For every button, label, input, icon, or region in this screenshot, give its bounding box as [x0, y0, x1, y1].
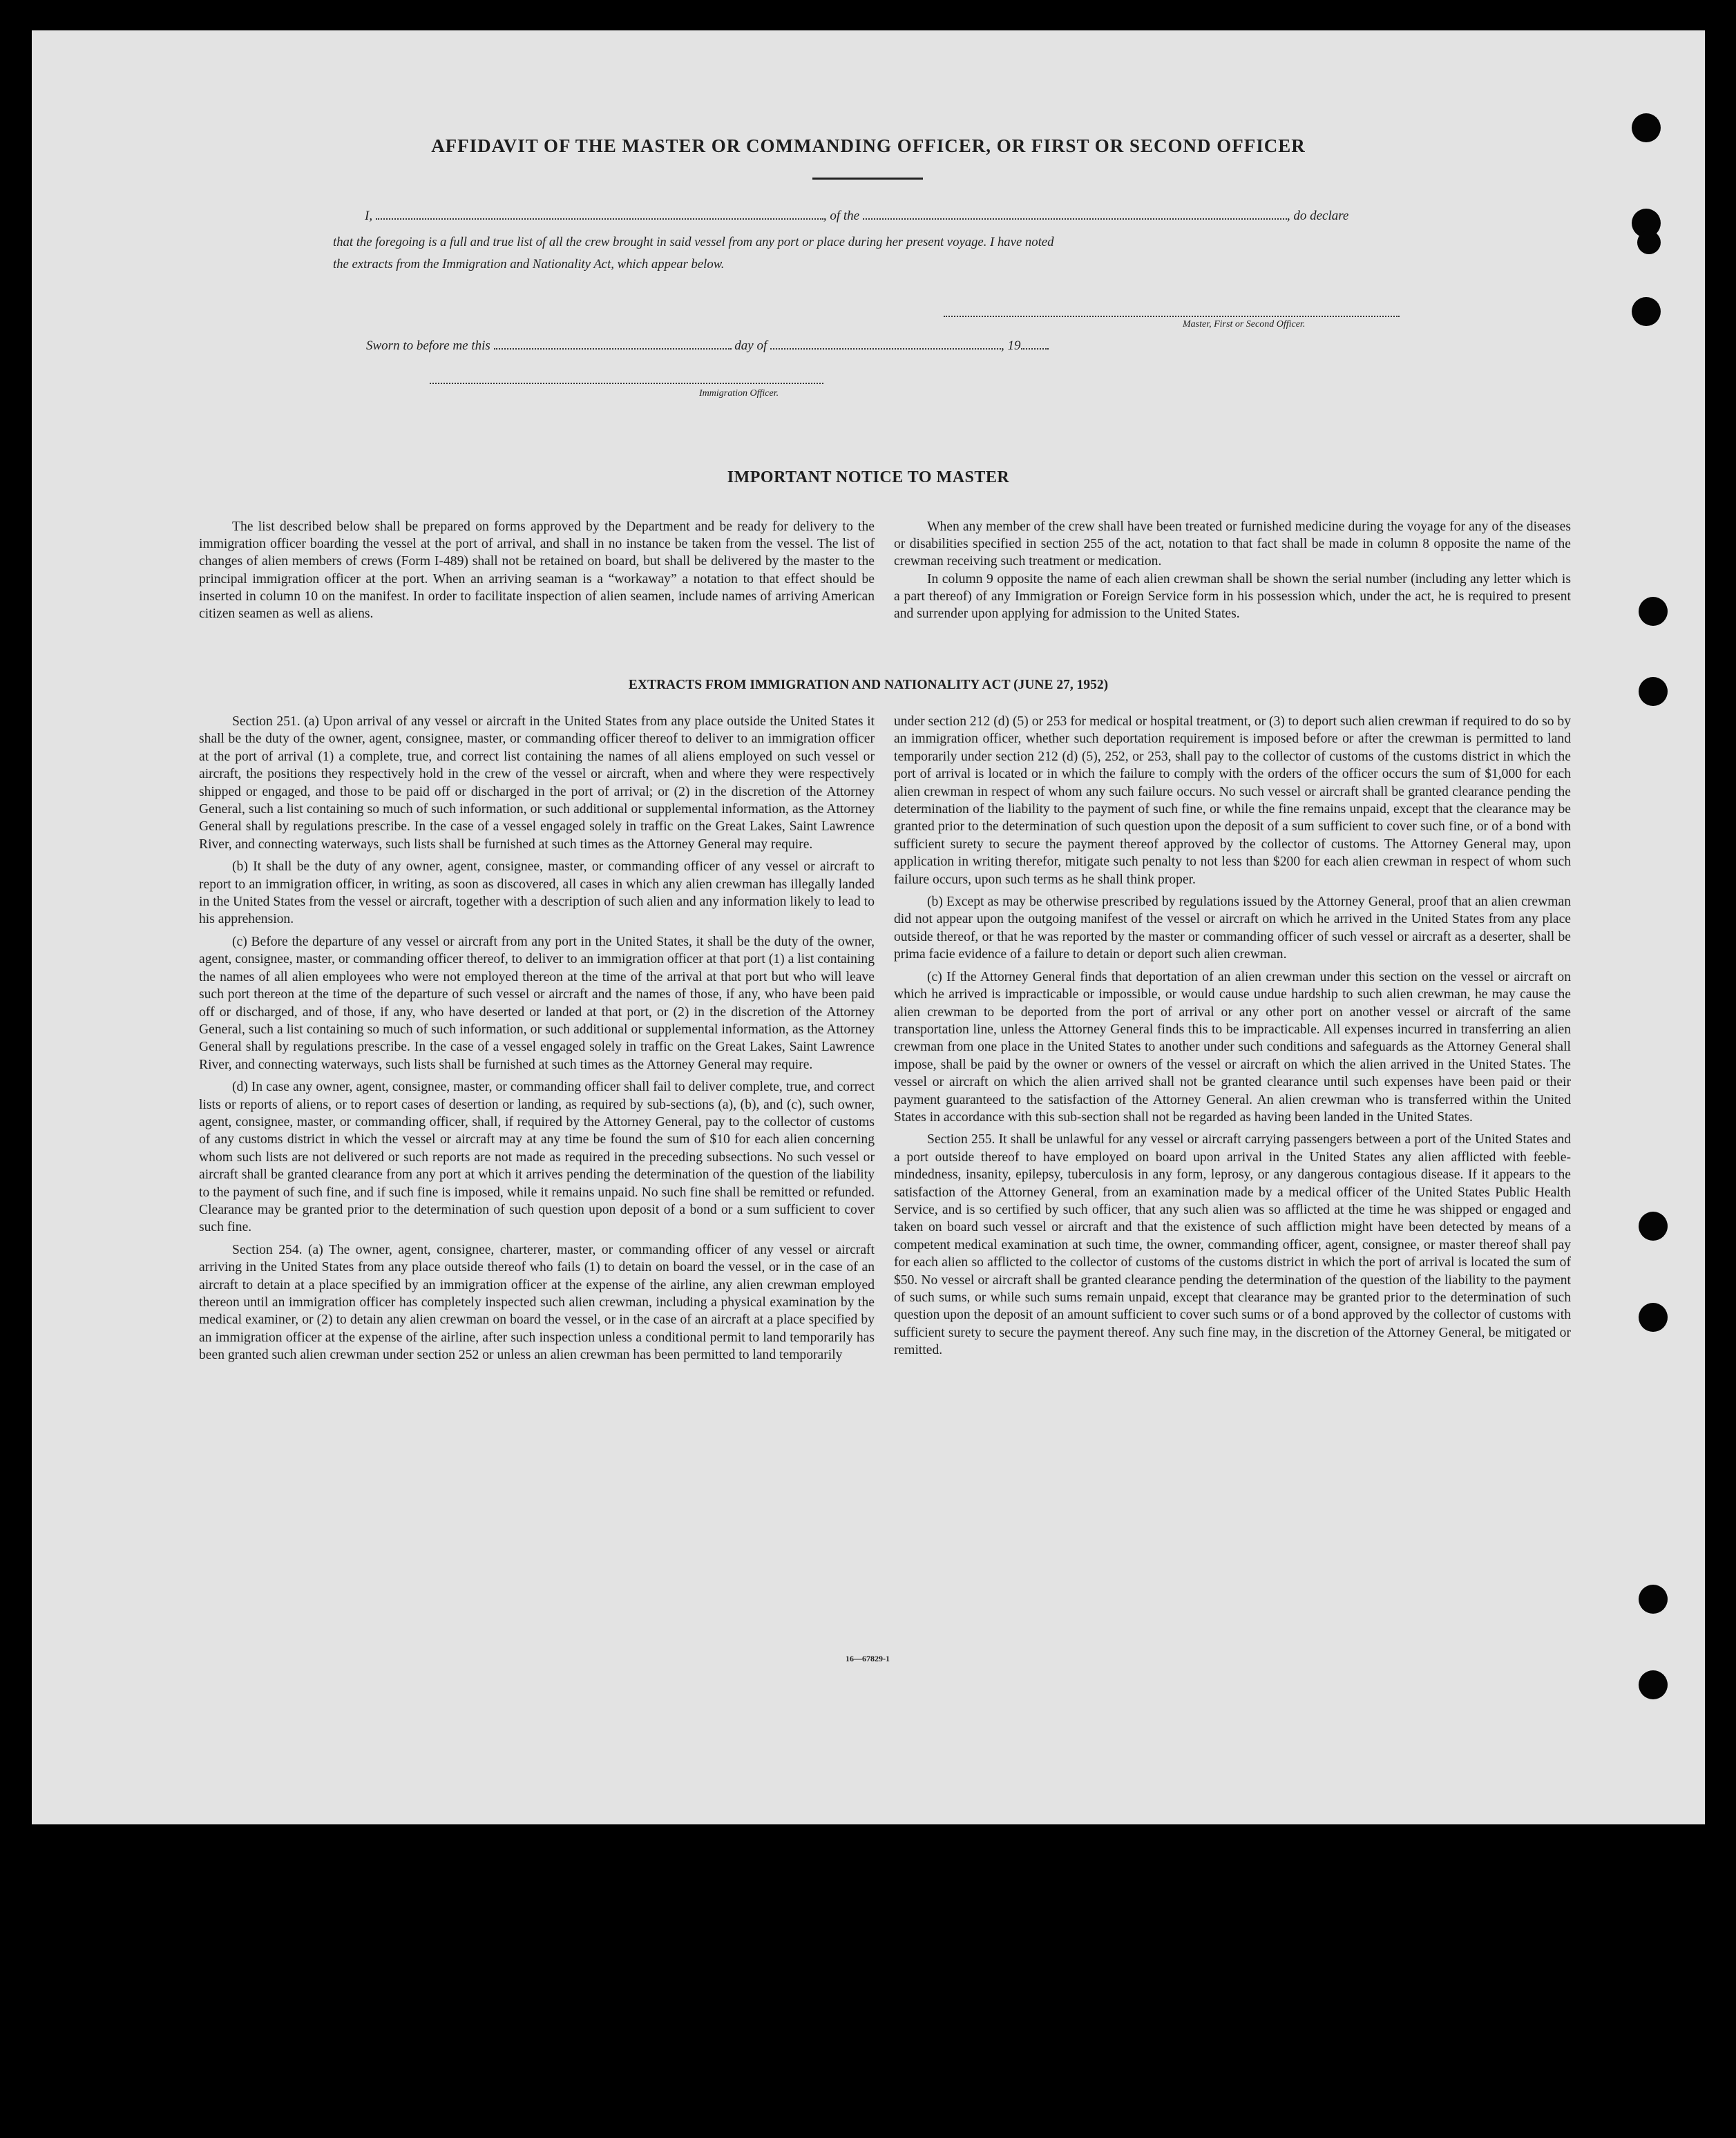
binder-hole — [1639, 1303, 1668, 1332]
title-divider — [812, 178, 923, 180]
extracts-heading: EXTRACTS FROM IMMIGRATION AND NATIONALITY ACT (JUNE 27, 1952) — [628, 678, 1109, 692]
binder-hole — [1637, 231, 1661, 254]
master-signature-line[interactable] — [944, 316, 1400, 317]
vessel-name-field[interactable] — [863, 207, 1287, 220]
master-signature-caption: Master, First or Second Officer. — [1183, 319, 1306, 330]
binder-hole — [1639, 1212, 1668, 1241]
master-name-field[interactable] — [376, 207, 823, 220]
binder-hole — [1632, 297, 1661, 326]
section-251-c: (c) Before the departure of any vessel or aircraft from any port in the United States, it shall be the duty of the owner, agent, consignee, master, or commanding officer thereof, to deliver to an immigration officer at that port (1) a list containing the names of all alien employees who were not employed thereon at the time of the arrival at that port but who will leave such port thereon at the time of the departure of such vessel or aircraft and the names of those, if any, who have been paid off or discharged, and of those, if any, who have deserted or landed at that port, or (2) in the discretion of the Attorney General, such a list containing so much of such information, or such additional or supplemental information, as the Attorney General shall by regulations prescribe. In the case of a vessel engaged solely in traffic on the Great Lakes, Saint Lawrence River, and connecting waterways, such lists shall be furnished at such times as the Attorney General may require. — [199, 934, 875, 1072]
section-251-d: (d) In case any owner, agent, consignee, master, or commanding officer shall fail to deliver complete, true, and correct lists or reports of aliens, or to report cases of desertion or landing, as required by sub-sections (a), (b), and (c), such owner, agent, consignee, master, or commanding officer, shall, if required by the Attorney General, pay to the collector of customs of any customs district in which the vessel or aircraft may at any time be found the sum of $10 for each alien concerning whom such lists are not delivered or such reports are not made as required in the preceding subsections. No such vessel or aircraft shall be granted clearance from any port at which it arrives pending the determination of the question of the liability to the payment of such fine, and if such fine is imposed, while it remains unpaid. No such fine shall be remitted or refunded. Clearance may be granted prior to the determination of such question upon deposit of a bond or a sum sufficient to cover such fine. — [199, 1080, 875, 1235]
affidavit-statement-line2: the extracts from the Immigration and Nationality Act, which appear below. — [333, 257, 725, 271]
year-label: 19 — [1007, 338, 1021, 353]
notice-paragraph: In column 9 opposite the name of each alien crewman shall be shown the serial number (including any letter which is a part thereof) of any Immigration or Foreign Service form in his possession which, under the act, he is required to present and surrender upon applying for admission to the United States. — [894, 571, 1571, 622]
extracts-right-column — [894, 713, 1571, 1364]
notice-paragraph: The list described below shall be prepared on forms approved by the Department and be ready for delivery to the immigration officer boarding the vessel at the port of arrival, and shall in no instance be taken from the vessel. The list of changes of alien members of crews (Form I-489) shall not be retained on board, but shall be delivered by the master to the principal immigration officer at the port. When an arriving seaman is a “workaway” a notation to that effect should be inserted in column 10 on the manifest. In order to facilitate inspection of alien seamen, include names of arriving American citizen seamen as well as aliens. — [199, 519, 875, 622]
binder-hole — [1639, 1585, 1668, 1614]
of-the-label: of the — [830, 209, 860, 223]
sworn-year-field[interactable] — [1021, 337, 1049, 350]
immigration-officer-caption: Immigration Officer. — [699, 388, 779, 399]
section-254-b: (b) Except as may be otherwise prescribed by regulations issued by the Attorney General, proof that an alien crewman did not appear upon the outgoing manifest of the vessel or aircraft on which he arrived in the United States from any place outside thereof, or that he was reported by the master or commanding officer of such vessel or aircraft as a deserter, shall be prima facie evidence of a failure to detain or deport such alien crewman. — [894, 895, 1571, 962]
section-251-b: (b) It shall be the duty of any owner, agent, consignee, master, or commanding officer of any vessel or aircraft to report to an immigration officer, in writing, as soon as discovered, all cases in which any alien crewman has illegally landed in the United States from the vessel or aircraft, together with a description of such alien and any information likely to lead to his apprehension. — [199, 859, 875, 927]
notice-right-column — [894, 518, 1571, 622]
notice-heading: IMPORTANT NOTICE TO MASTER — [727, 468, 1010, 486]
form-code: 16—67829-1 — [846, 1654, 890, 1663]
affidavit-declaration-line: I, , of the , do declare — [365, 209, 1349, 223]
section-251-a: Section 251. (a) Upon arrival of any vessel or aircraft in the United States from any place outside the United States it shall be the duty of the owner, agent, consignee, master, or commanding officer thereof to deliver to an immigration officer at the port of arrival (1) a complete, true, and correct list containing the names of all aliens employed on such vessel or aircraft, the positions they respectively hold in the crew of the vessel or aircraft, when and where they were respectively shipped or engaged, and those to be paid off or discharged in the port of arrival; or (2) in the discretion of the Attorney General, such a list containing so much of such information, or such additional or supplemental information, as the Attorney General shall by regulations prescribe. In the case of a vessel engaged solely in traffic on the Great Lakes, Saint Lawrence River, and connecting waterways, such lists shall be furnished at such times as the Attorney General may require. — [199, 714, 875, 852]
sworn-label: Sworn to before me this — [366, 338, 490, 353]
sworn-month-field[interactable] — [770, 337, 1001, 350]
extracts-left-column — [199, 713, 875, 1369]
section-255: Section 255. It shall be unlawful for any vessel or aircraft carrying passengers between a port of the United States and a port outside thereof to have employed on board upon arrival in the United States any alien afflicted with feeble-mindedness, insanity, epilepsy, tuberculosis in any form, leprosy, or any dangerous contagious disease. If it appears to the satisfaction of the Attorney General, from an examination made by a medical officer of the United States Public Health Service, and is so certified by such officer, that any such alien was so afflicted at the time he was shipped or engaged and taken on board such vessel or aircraft and that the existence of such affliction might have been detected by means of a competent medical examination at such time, the owner, commanding officer, agent, consignee, or master thereof shall pay for each alien so afflicted to the collector of customs of the customs district in which the port of arrival is located the sum of $50. No vessel or aircraft shall be granted clearance pending the determination of the question of the liability to the payment of such sums, or while such sums remain unpaid, except that clearance may be granted prior to the determination of such question upon the deposit of an amount sufficient to cover such sums or of a bond approved by the collector of customs with sufficient surety to secure the payment thereof. Any such fine may, in the discretion of the Attorney General, be mitigated or remitted. — [894, 1132, 1571, 1358]
affidavit-title: AFFIDAVIT OF THE MASTER OR COMMANDING OFFICER, OR FIRST OR SECOND OFFICER — [431, 135, 1306, 156]
notice-left-column — [199, 518, 875, 622]
affidavit-statement-line1: that the foregoing is a full and true list of all the crew brought in said vessel from any port or place during her present voyage. I have noted — [333, 235, 1054, 249]
notice-paragraph: When any member of the crew shall have been treated or furnished medicine during the voyage for any of the diseases or disabilities specified in section 255 of the act, notation to that fact shall be made in column 8 opposite the name of the crewman receiving such treatment or medication. — [894, 519, 1571, 569]
day-of-label: day of — [734, 338, 767, 353]
sworn-day-field[interactable] — [494, 337, 732, 350]
document-page — [32, 30, 1705, 1824]
do-declare-label: do declare — [1293, 209, 1349, 223]
i-label: I, — [365, 209, 373, 223]
section-254-a-continued: under section 212 (d) (5) or 253 for medical or hospital treatment, or (3) to deport such alien crewman if required to do so by an immigration officer, whether such deportation requirement is imposed before or after the crewman is permitted to land temporarily under section 212 (d) (5), 252, or 253, shall pay to the collector of customs of the customs district in which the port of arrival is located or in which the failure to comply with the orders of the officer occurs the sum of $1,000 for each alien crewman in respect of whom any such failure occurs. No such vessel or aircraft shall be granted clearance pending the determination of the liability to the payment of such fine, or while the fine remains unpaid, except that the clearance may be granted prior to the determination of such question upon the deposit of a sum sufficient to cover such fine, or of a bond with sufficient surety to secure the payment thereof approved by the collector of customs. The Attorney General may, upon application in writing therefor, mitigate such penalty to not less than $200 for each alien crewman in respect of whom such failure occurs, upon such terms as he shall think proper. — [894, 714, 1571, 887]
sworn-line: Sworn to before me this day of , 19 — [366, 337, 1049, 354]
immigration-officer-signature-line[interactable] — [430, 383, 823, 384]
section-254-c: (c) If the Attorney General finds that deportation of an alien crewman under this section on the vessel or aircraft on which he arrived is impracticable or impossible, or would cause undue hardship to such alien crewman, he may cause the alien crewman to be deported from the port of arrival or any other port on another vessel or aircraft of the same transportation line, unless the Attorney General finds this to be impracticable. All expenses incurred in transferring an alien crewman from one place in the United States to another under such conditions and safeguards as the Attorney General shall impose, shall be paid by the owner or owners of the vessel or aircraft on which the alien arrived in the United States. The vessel or aircraft on which the alien arrived shall not be granted clearance until such expenses have been paid or their payment guaranteed to the satisfaction of the Attorney General. An alien crewman who is transferred within the United States in accordance with this sub-section shall not be regarded as having been landed in the United States. — [894, 969, 1571, 1125]
section-254-a: Section 254. (a) The owner, agent, consignee, charterer, master, or commanding officer of any vessel or aircraft arriving in the United States from any place outside thereof who fails (1) to detain on board the vessel, or in the case of an aircraft to detain at a place specified by an immigration officer at the expense of the airline, any alien crewman employed thereon until an immigration officer has completely inspected such alien crewman, including a physical examination by the medical examiner, or (2) to detain any alien crewman on board the vessel, or in the case of an aircraft at a place specified by an immigration officer at the expense of the airline, after such inspection unless a conditional permit to land temporarily has been granted such alien crewman under section 252 or unless an alien crewman has been permitted to land temporarily — [199, 1242, 875, 1363]
binder-hole — [1639, 1670, 1668, 1699]
binder-hole — [1639, 597, 1668, 626]
